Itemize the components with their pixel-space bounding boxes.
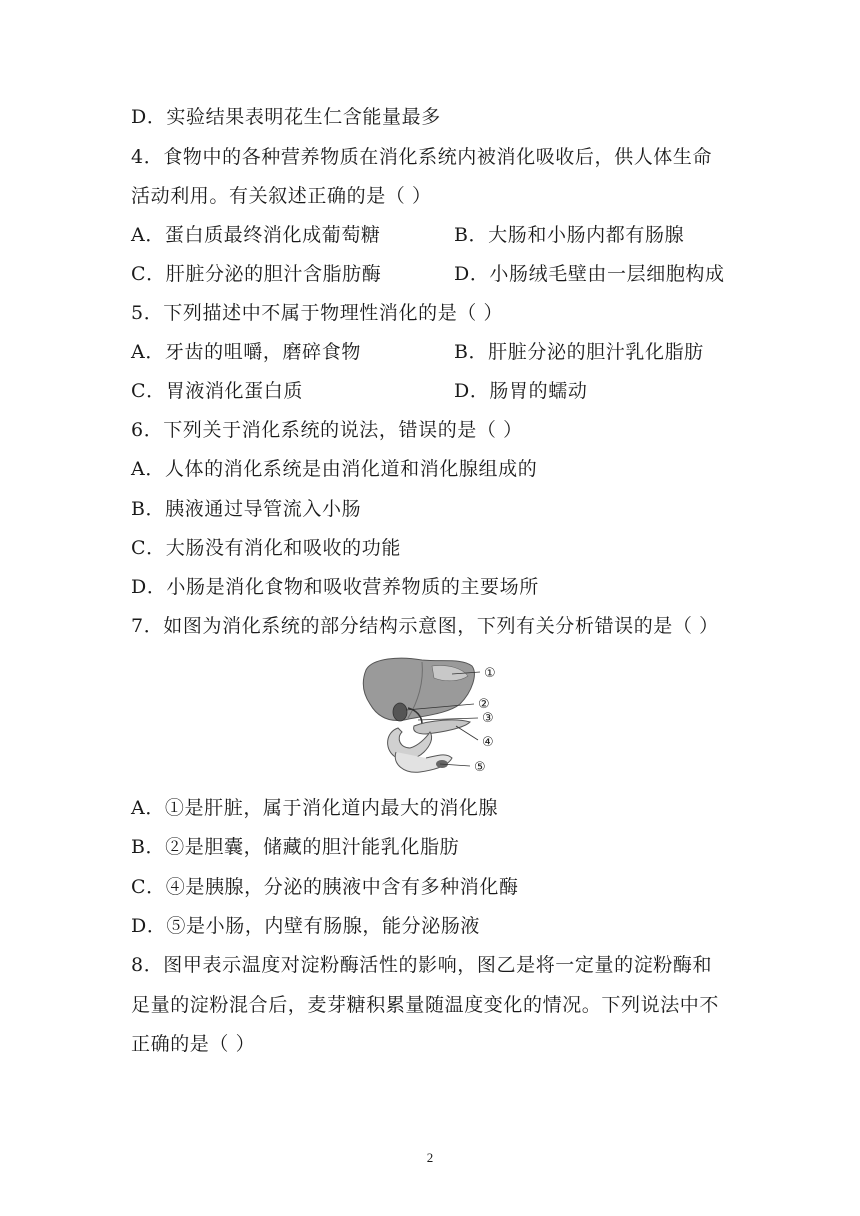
figure-label-3: ③ [482,711,494,726]
q8-stem-line1: 8．图甲表示温度对淀粉酶活性的影响，图乙是将一定量的淀粉酶和 [131,954,713,976]
line-q3-option-d: D．实验结果表明花生仁含能量最多 [131,106,441,128]
q5-option-b: B．肝脏分泌的胆汁乳化脂肪 [454,341,704,363]
q5-option-c: C．胃液消化蛋白质 [131,380,303,402]
figure-label-2: ② [478,697,490,712]
page-number: 2 [426,1150,434,1165]
digestive-system-figure [352,652,512,780]
q6-stem: 6．下列关于消化系统的说法，错误的是（ ） [131,419,523,441]
q5-option-a: A．牙齿的咀嚼，磨碎食物 [131,341,361,363]
q7-option-b: B．②是胆囊，储藏的胆汁能乳化脂肪 [131,836,460,858]
q8-stem-line3: 正确的是（ ） [131,1033,256,1055]
figure-label-4: ④ [482,735,494,750]
q4-option-c: C．肝脏分泌的胆汁含脂肪酶 [131,263,382,285]
q7-stem: 7．如图为消化系统的部分结构示意图，下列有关分析错误的是（ ） [131,615,719,637]
figure-label-1: ① [484,666,496,681]
q6-option-d: D．小肠是消化食物和吸收营养物质的主要场所 [131,576,539,598]
q6-option-c: C．大肠没有消化和吸收的功能 [131,537,401,559]
q6-option-b: B．胰液通过导管流入小肠 [131,498,362,520]
q6-option-a: A．人体的消化系统是由消化道和消化腺组成的 [131,458,538,480]
q5-stem: 5．下列描述中不属于物理性消化的是（ ） [131,302,504,324]
q5-option-d: D．肠胃的蠕动 [454,380,588,402]
liver-shape [363,658,474,720]
q4-stem-line1: 4．食物中的各种营养物质在消化系统内被消化吸收后，供人体生命 [131,146,713,168]
q7-option-a: A．①是肝脏，属于消化道内最大的消化腺 [131,797,499,819]
q4-stem-line2: 活动利用。有关叙述正确的是（ ） [131,185,432,207]
q4-option-d: D．小肠绒毛壁由一层细胞构成 [454,263,725,285]
q7-option-c: C．④是胰腺，分泌的胰液中含有多种消化酶 [131,876,519,898]
q8-stem-line2: 足量的淀粉混合后，麦芽糖积累量随温度变化的情况。下列说法中不 [131,994,720,1016]
q4-option-a: A．蛋白质最终消化成葡萄糖 [131,224,381,246]
gallbladder-shape [393,703,407,721]
q7-option-d: D．⑤是小肠，内壁有肠腺，能分泌肠液 [131,915,481,937]
figure-label-5: ⑤ [474,760,486,775]
q4-option-b: B．大肠和小肠内都有肠腺 [454,224,685,246]
